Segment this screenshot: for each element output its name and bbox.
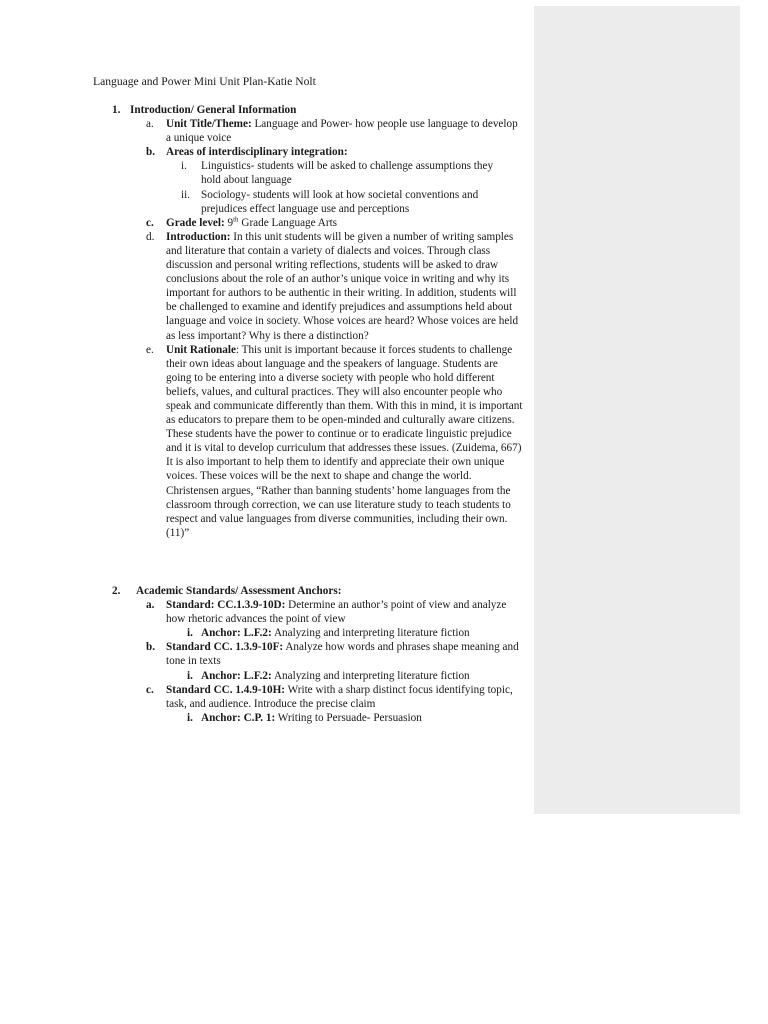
anchor-label: Anchor: C.P. 1: [201,711,276,724]
item-text: Language and Power- how people use language to develop a unique voice [166,118,518,145]
list-marker: a. [146,599,155,612]
anchor-text: Writing to Persuade- Persuasion [275,711,422,724]
sublist-item-linguistics [181,159,513,187]
list-marker: b. [146,146,156,159]
item-label: Grade level: [166,216,225,229]
sublist-text: Sociology- students will look at how societal conventions and prejudices effect language use and perceptions [201,188,479,215]
item-label: Standard CC. 1.3.9-10F: [166,641,284,654]
item-text: Write with a sharp distinct focus identifying topic, task, and audience. Introduce the precise claim [166,683,513,710]
list-item-standard [146,640,524,668]
list-marker: c. [146,683,154,696]
item-text: 9 [224,216,234,229]
item-label: Introduction: [166,230,231,243]
anchor-text: Analyzing and interpreting literature fiction [271,627,470,640]
section-number: 1. [112,104,121,116]
anchor-text: Analyzing and interpreting literature fiction [271,669,470,682]
section-heading-text: Introduction/ General Information [130,104,297,116]
sublist-marker: ii. [181,188,191,201]
list-item-standard [146,598,524,626]
list-item-introduction [146,230,524,343]
list-marker: d. [146,230,155,243]
item-label: Unit Title/Theme: [166,118,252,131]
list-item-standard [146,683,524,711]
section-number: 2. [112,585,121,597]
item-text: Grade Language Arts [238,216,338,229]
section-introduction [0,103,534,540]
list-marker: a. [146,118,154,131]
item-text: Analyze how words and phrases shape meaning and tone in texts [166,641,519,668]
list-marker: e. [146,343,154,356]
sublist-marker: i. [187,627,193,640]
list-item-grade-level [146,215,524,230]
item-text: In this unit students will be given a number of writing samples and literature that contain a variety of dialects and voices. Through class discussion and personal writing reflections, students will be asked to draw conclusions about the role of an author’s unique voice in writing and why its important for authors to be authentic in their writing. In addition, students will be challenged to examine and identify prejudices and assumptions held about language and voice in society. Whose voices are heard? Whose voices are held as less important? Why is there a distinction? [166,230,519,342]
section-heading-text: Academic Standards/ Assessment Anchors: [136,585,342,597]
comment-margin-pane [534,6,740,814]
list-item-unit-title [146,117,524,145]
sublist-item-anchor [187,711,513,725]
item-label: Standard CC. 1.4.9-10H: [166,683,286,696]
sublist-item-anchor [187,669,513,683]
superscript: th [233,215,239,224]
section-heading [0,103,534,117]
item-text: : This unit is important because it forces students to challenge their own ideas about language and the speakers of language. Students are going to be entering into a diverse society with people who hold different beliefs, values, and cultural practices. They will also encounter people who speak and communicate differently than them. With this in mind, it is important as educators to prepare them to be open-minded and culturally aware citizens. These students have the power to continue or to eradicate linguistic prejudice and it is vital to develop curriculum that addresses these issues. (Zuidema, 667) It is also important to help them to identify and appreciate their own unique voices. These voices will be the next to shape and change the world. Christensen argues, “Rather than banning students’ home languages from the classroom through correction, we can use literature study to teach students to respect and value languages from diverse communities, including their own.(11)” [166,343,523,539]
item-label: Unit Rationale [166,343,236,356]
sublist-item-anchor [187,626,513,640]
sublist-marker: i. [187,669,193,682]
list-marker: b. [146,641,156,654]
item-label: Standard: CC.1.3.9-10D: [166,599,286,612]
document-title: Language and Power Mini Unit Plan-Katie Nolt [93,75,316,88]
list-item-areas [146,145,524,159]
sublist-item-sociology [181,188,513,216]
anchor-label: Anchor: L.F.2: [201,627,272,640]
sublist-marker: i. [187,711,193,724]
sublist-marker: i. [181,160,187,173]
sublist-text: Linguistics- students will be asked to challenge assumptions they hold about language [201,160,494,187]
section-academic-standards [0,584,534,725]
item-text: Determine an author’s point of view and analyze how rhetoric advances the point of view [166,599,507,626]
anchor-label: Anchor: L.F.2: [201,669,272,682]
list-item-unit-rationale [146,343,524,540]
item-label: Areas of interdisciplinary integration: [166,146,348,159]
list-marker: c. [146,216,154,229]
section-heading [0,584,534,598]
